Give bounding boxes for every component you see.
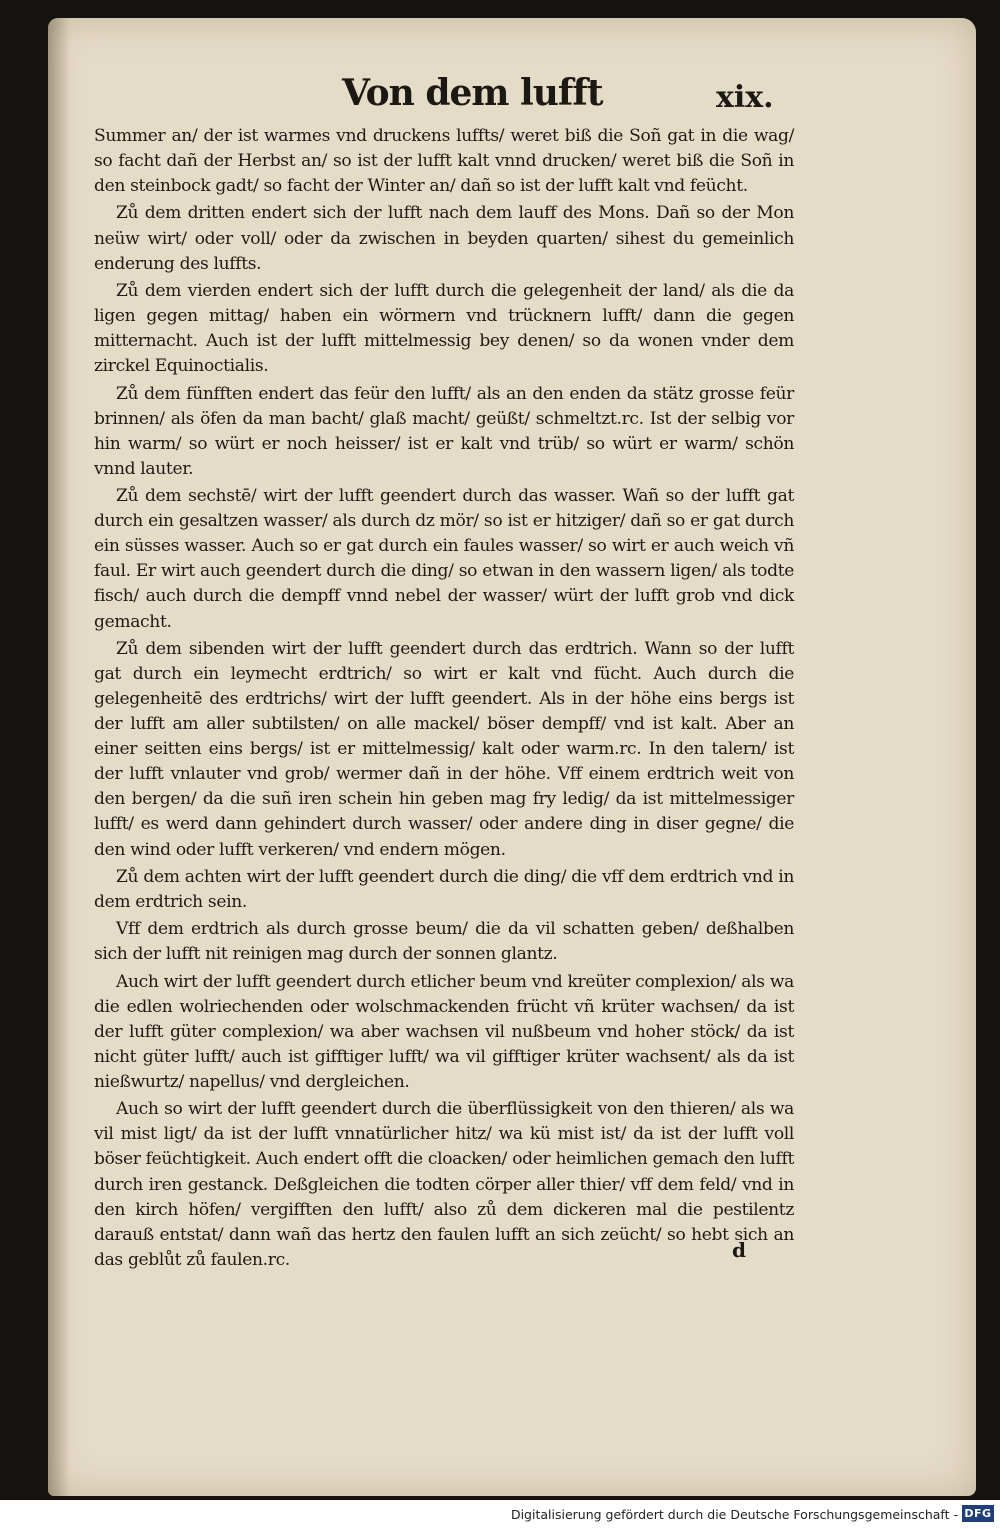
paragraph-eighth: Zů dem achten wirt der lufft geendert durch die ding/ die vff dem erdtrich vnd in dem erdtrich sein. [94,866,794,912]
paragraph-fifth: Zů dem fünfften endert das feür den lufft/ als an den enden da stätz grosse feür brinnen/ als öfen da man bacht/ glaß macht/ geüßt/ schmeltzt.rc. Ist der selbig vor hin warm/ so würt er noch heisser/ ist er kalt vnd trüb/ so würt er warm/ schön vnnd lauter. [94,383,794,479]
signature-mark: d [732,1238,746,1262]
paragraph-seventh: Zů dem sibenden wirt der lufft geendert durch das erdtrich. Wann so der lufft gat durch ein leymecht erdtrich/ so wirt er kalt vnd fücht. Auch durch die gelegenheitē des erdtrichs/ wirt der lufft geendert. Als in der höhe eins bergs ist der lufft am aller subtilsten/ on alle mackel/ böser dempff/ vnd ist kalt. Aber an einer seitten eins bergs/ ist er mittelmessig/ kalt oder warm.rc. In den talern/ ist der lufft vnlauter vnd grob/ wermer dañ in der höhe. Vff einem erdtrich weit von den bergen/ da die suñ iren schein hin geben mag fry ledig/ da ist mittelmessiger lufft/ es werd dann gehindert durch wasser/ oder andere ding in diser gegne/ die den wind oder lufft verkeren/ vnd endern mögen. [94,638,794,860]
dfg-logo: DFG [962,1505,994,1522]
main-text [94,124,794,1275]
folio-number: xix. [716,80,774,115]
paragraph-herbs: Auch wirt der lufft geendert durch etlicher beum vnd kreüter complexion/ als wa die edlen wolriechenden oder wolschmackenden frücht vñ krüter wachsen/ da ist der lufft güter complexion/ wa aber wachsen vil nußbeum vnd hoher stöck/ da ist nicht güter lufft/ auch ist gifftiger lufft/ wa vil gifftiger krüter wachsent/ als da ist nießwurtz/ napellus/ vnd dergleichen. [94,971,794,1092]
paragraph-sixth: Zů dem sechstē/ wirt der lufft geendert durch das wasser. Wañ so der lufft gat durch ein gesaltzen wasser/ als durch dz mör/ so ist er hitziger/ dañ so er gat durch ein süsses wasser. Auch so er gat durch ein faules wasser/ so wirt er auch weich vñ faul. Er wirt auch geendert durch die ding/ so etwan in den wassern ligen/ als todte fisch/ auch durch die dempff vnnd nebel der wasser/ würt der lufft grob vnd dick gemacht. [94,486,794,632]
paragraph-third: Zů dem dritten endert sich der lufft nach dem lauff des Mons. Dañ so der Mon neüw wirt/ oder voll/ oder da zwischen in beyden quarten/ sihest du gemeinlich enderung des luffts. [94,203,794,274]
page-gutter-shadow [48,18,70,1496]
paragraph-animals: Auch so wirt der lufft geendert durch die überflüssigkeit von den thieren/ als wa vil mist ligt/ da ist der lufft vnnatürlicher hitz/ wa kü mist ist/ da ist der lufft voll böser feüchtigkeit. Auch endert offt die cloacken/ oder heimlichen gemach den lufft durch iren gestanck. Deßgleichen die todten cörper aller thier/ vff dem feld/ vnd in den kirch höfen/ vergifften den lufft/ also zů dem dickeren mal die pestilentz darauß entstat/ dann wañ das hertz den faulen lufft an sich zeücht/ so hebt sich an das geblůt zů faulen.rc. [94,1099,794,1270]
paragraph-trees: Vff dem erdtrich als durch grosse beum/ die da vil schatten geben/ deßhalben sich der lufft nit reinigen mag durch der sonnen glantz. [94,919,794,965]
paragraph-summer: Summer an/ der ist warmes vnd druckens luffts/ weret biß die Soñ gat in die wag/ so facht dañ der Herbst an/ so ist der lufft kalt vnnd drucken/ weret biß die Soñ in den steinbock gadt/ so facht der Winter an/ dañ so ist der lufft kalt vnd feücht. [94,126,794,197]
paragraph-fourth: Zů dem vierden endert sich der lufft durch die gelegenheit der land/ als die da ligen gegen mittag/ haben ein wörmern vnd trücknern lufft/ dann die gegen mitternacht. Auch ist der lufft mittelmessig bey denen/ so da wonen vnder dem zirckel Equinoctialis. [94,280,794,377]
running-head: Von dem lufft [342,72,603,114]
funding-credit: Digitalisierung gefördert durch die Deutsche Forschungsgemeinschaft - [510,1507,958,1522]
